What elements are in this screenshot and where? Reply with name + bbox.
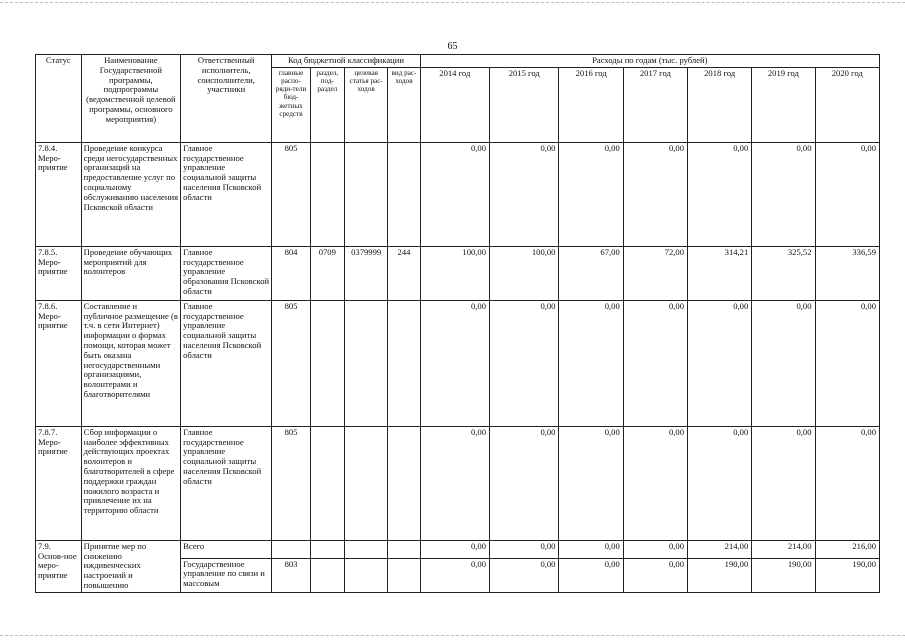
row-value: 214,00 (752, 540, 815, 558)
scan-edge-bottom (0, 635, 905, 636)
header-year: 2017 год (623, 67, 687, 142)
row-value: 0,00 (559, 558, 623, 592)
row-name: Составление и публичное размещение (в т.ч. в сети Интернет) информации о формах помощи, которая может быть оказана негосударственными организациями, волонтерами и благотворителями (81, 300, 181, 426)
row-value: 0,00 (559, 300, 623, 426)
row-value: 0,00 (688, 300, 752, 426)
table-row (36, 142, 880, 246)
header-expenses: Расходы по годам (тыс. рублей) (420, 55, 879, 68)
header-grbs: главные распо-ряди-тели бюд-жетных средств (272, 67, 310, 142)
row-value: 67,00 (559, 246, 623, 300)
table-row (36, 246, 880, 300)
row-name: Сбор информации о наиболее эффективных действующих проектах волонтеров и благотворителей в сфере поддержки граждан пожилого возраста и привлечение их на территорию области (81, 426, 181, 540)
row-name: Проведение конкурса среди негосударственных организаций на предоставление услуг по социальному обслуживанию населения Псковской области (81, 142, 181, 246)
row-section (310, 142, 344, 246)
row-value: 0,00 (752, 426, 815, 540)
row-total-label: Всего (181, 540, 272, 558)
header-budget-code: Код бюджетной классификации (272, 55, 420, 68)
row-value: 314,21 (688, 246, 752, 300)
row-value: 0,00 (559, 540, 623, 558)
header-responsible: Ответственный исполнитель, соисполнители, участники (181, 55, 272, 143)
row-value: 0,00 (420, 142, 489, 246)
budget-table (35, 54, 880, 593)
header-section: раздел, под-раздел (310, 67, 344, 142)
row-value: 0,00 (420, 540, 489, 558)
row-value: 190,00 (752, 558, 815, 592)
row-status: 7.9. Основ-ное меро-приятие (36, 540, 82, 592)
row-responsible: Государственное управление по связи и массовым (181, 558, 272, 592)
row-value: 0,00 (420, 426, 489, 540)
row-value: 0,00 (688, 426, 752, 540)
row-value: 0,00 (623, 540, 687, 558)
row-value: 0,00 (420, 300, 489, 426)
row-value: 214,00 (688, 540, 752, 558)
header-year: 2015 год (490, 67, 559, 142)
row-responsible: Главное государственное управление социальной защиты населения Псковской области (181, 142, 272, 246)
row-name: Принятие мер по снижению иждивенческих настроений и повышению (81, 540, 181, 592)
header-target: целевая статья рас-ходов (344, 67, 388, 142)
row-grbs: 805 (272, 142, 310, 246)
row-section (310, 426, 344, 540)
row-grbs: 805 (272, 426, 310, 540)
row-responsible: Главное государственное управление социальной защиты населения Псковской области (181, 426, 272, 540)
row-value: 100,00 (420, 246, 489, 300)
header-year: 2020 год (815, 67, 879, 142)
row-value: 0,00 (752, 300, 815, 426)
row-value: 0,00 (815, 300, 879, 426)
row-grbs: 805 (272, 300, 310, 426)
row-status: 7.8.7. Меро-приятие (36, 426, 82, 540)
row-responsible: Главное государственное управление социальной защиты населения Псковской области (181, 300, 272, 426)
row-value: 0,00 (490, 142, 559, 246)
row-type (388, 300, 420, 426)
row-value: 0,00 (815, 142, 879, 246)
table-row (36, 426, 880, 540)
row-responsible: Главное государственное управление образования Псковской области (181, 246, 272, 300)
header-type: вид рас-ходов (388, 67, 420, 142)
row-value: 0,00 (490, 540, 559, 558)
row-value: 216,00 (815, 540, 879, 558)
row-target (344, 426, 388, 540)
row-value: 0,00 (623, 300, 687, 426)
row-value: 0,00 (815, 426, 879, 540)
row-grbs: 804 (272, 246, 310, 300)
row-value: 0,00 (623, 426, 687, 540)
row-value: 0,00 (420, 558, 489, 592)
row-value: 0,00 (559, 142, 623, 246)
row-value: 0,00 (490, 426, 559, 540)
scan-edge-top (0, 2, 905, 3)
row-target (344, 142, 388, 246)
row-type: 244 (388, 246, 420, 300)
header-year: 2018 год (688, 67, 752, 142)
table-row (36, 300, 880, 426)
row-value: 336,59 (815, 246, 879, 300)
row-value: 0,00 (752, 142, 815, 246)
row-value: 0,00 (623, 142, 687, 246)
row-type (388, 142, 420, 246)
row-status: 7.8.4. Меро-приятие (36, 142, 82, 246)
row-value: 0,00 (559, 426, 623, 540)
row-value: 72,00 (623, 246, 687, 300)
header-year: 2016 год (559, 67, 623, 142)
row-type (388, 426, 420, 540)
page-number: 65 (447, 41, 458, 52)
row-name: Проведение обучающих мероприятий для волонтеров (81, 246, 181, 300)
row-status: 7.8.5. Меро-приятие (36, 246, 82, 300)
row-value: 190,00 (815, 558, 879, 592)
row-value: 100,00 (490, 246, 559, 300)
row-value: 190,00 (688, 558, 752, 592)
header-status: Статус (36, 55, 82, 143)
header-year: 2014 год (420, 67, 489, 142)
header-year: 2019 год (752, 67, 815, 142)
header-name: Наименование Государственной программы, подпрограммы (ведомственной целевой программы, основного мероприятия) (81, 55, 181, 143)
row-value: 0,00 (490, 558, 559, 592)
row-target: 0379999 (344, 246, 388, 300)
row-target (344, 300, 388, 426)
table-row-total (36, 540, 880, 558)
row-value: 325,52 (752, 246, 815, 300)
row-value: 0,00 (623, 558, 687, 592)
row-section (310, 300, 344, 426)
row-value: 0,00 (688, 142, 752, 246)
row-section: 0709 (310, 246, 344, 300)
row-status: 7.8.6. Меро-приятие (36, 300, 82, 426)
row-value: 0,00 (490, 300, 559, 426)
row-grbs: 803 (272, 558, 310, 592)
